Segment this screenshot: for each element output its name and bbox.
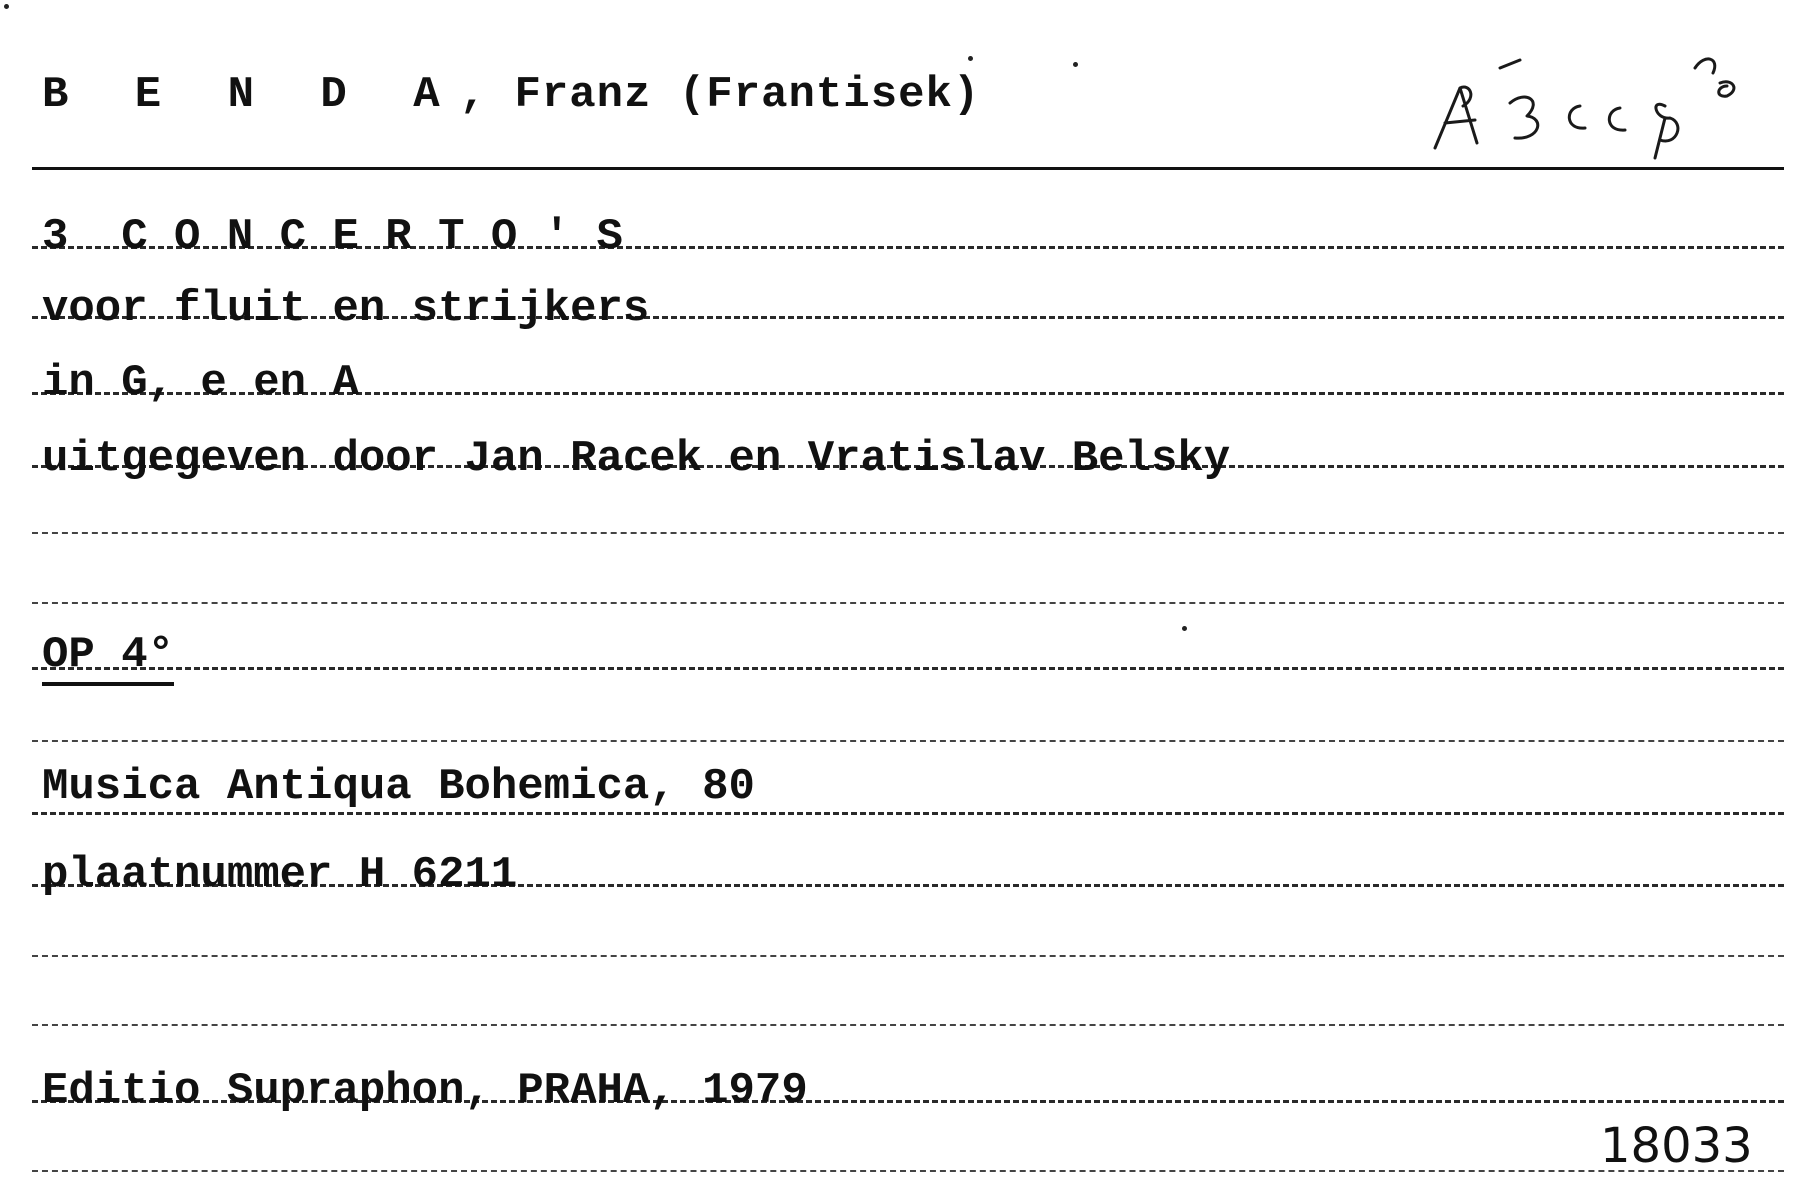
composer-given-names: Franz (Frantisek): [514, 70, 981, 120]
composer-surname: B E N D A: [42, 70, 460, 120]
opus-line: [42, 630, 174, 680]
ink-speck: [1182, 626, 1187, 631]
empty-ruled-line: [32, 740, 1784, 742]
empty-ruled-line: [32, 602, 1784, 604]
opus-number: OP 4°: [42, 630, 174, 686]
ink-speck: [1073, 62, 1078, 67]
title-line: 3 C O N C E R T O ' S: [42, 212, 623, 262]
ruled-line: [32, 667, 1784, 670]
empty-ruled-line: [32, 955, 1784, 957]
ink-speck: [4, 4, 9, 9]
ruled-line: [32, 812, 1784, 815]
card-heading: [42, 70, 980, 120]
bottom-ruled-line: [32, 1170, 1784, 1172]
heading-separator: ,: [459, 70, 488, 120]
ink-speck: [968, 56, 973, 61]
catalog-number: 18033: [1600, 1118, 1753, 1174]
imprint-line: Editio Supraphon, PRAHA, 1979: [42, 1066, 808, 1116]
plate-number-line: plaatnummer H 6211: [42, 850, 518, 900]
series-line: Musica Antiqua Bohemica, 80: [42, 762, 755, 812]
heading-rule: [32, 167, 1784, 170]
empty-ruled-line: [32, 1024, 1784, 1026]
editors-line: uitgegeven door Jan Racek en Vratislav Belsky: [42, 434, 1231, 484]
instrumentation-line: voor fluit en strijkers: [42, 284, 650, 334]
keys-line: in G, e en A: [42, 358, 359, 408]
empty-ruled-line: [32, 532, 1784, 534]
handwritten-shelfmark: [1415, 28, 1775, 168]
